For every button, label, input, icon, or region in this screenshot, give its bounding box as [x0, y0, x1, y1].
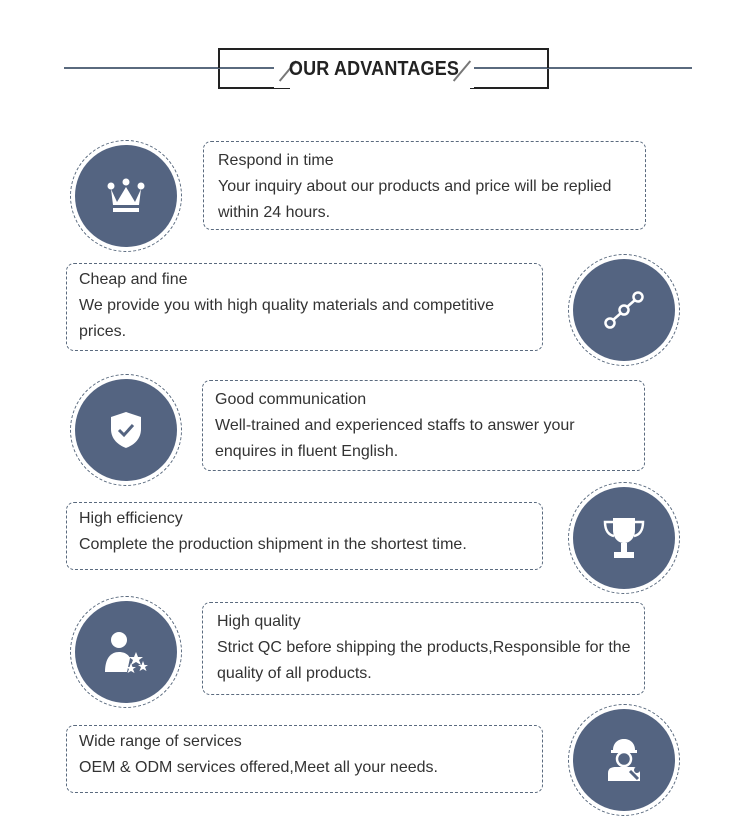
advantage-2-card — [66, 263, 543, 351]
user-stars-icon — [103, 630, 149, 674]
advantage-1-badge — [70, 140, 182, 252]
crown-icon — [106, 178, 146, 214]
advantage-1-desc: Your inquiry about our products and price will be replied within 24 hours. — [218, 178, 612, 221]
advantage-3-desc: Well-trained and experienced staffs to answer your enquires in fluent English. — [215, 417, 575, 460]
worker-icon — [604, 737, 644, 783]
advantage-6-badge — [568, 704, 680, 816]
shield-check-icon — [109, 411, 143, 449]
page-title: OUR ADVANTAGES — [288, 58, 460, 80]
advantage-4-badge — [568, 482, 680, 594]
trophy-icon — [600, 515, 648, 561]
advantage-2-badge — [568, 254, 680, 366]
advantage-3-badge — [70, 374, 182, 486]
advantage-4-card — [66, 502, 543, 570]
advantage-6-card — [66, 725, 543, 793]
route-icon — [602, 288, 646, 332]
advantage-6-desc: OEM & ODM services offered,Meet all your needs. — [79, 759, 438, 776]
advantage-2-title: Cheap and fine — [79, 271, 188, 288]
advantage-3-title: Good communication — [215, 391, 367, 408]
advantage-6-title: Wide range of services — [79, 733, 242, 750]
advantage-4-title: High efficiency — [79, 510, 183, 527]
advantage-5-badge — [70, 596, 182, 708]
advantage-5-title: High quality — [217, 613, 301, 630]
advantage-1-title: Respond in time — [218, 152, 334, 169]
advantage-1-card — [203, 141, 646, 230]
advantage-5-desc: Strict QC before shipping the products,Responsible for the quality of all products. — [217, 639, 631, 682]
advantage-2-desc: We provide you with high quality materials and competitive prices. — [79, 297, 495, 340]
advantage-3-card — [202, 380, 645, 471]
advantage-5-card — [202, 602, 645, 695]
advantage-4-desc: Complete the production shipment in the shortest time. — [79, 536, 467, 553]
